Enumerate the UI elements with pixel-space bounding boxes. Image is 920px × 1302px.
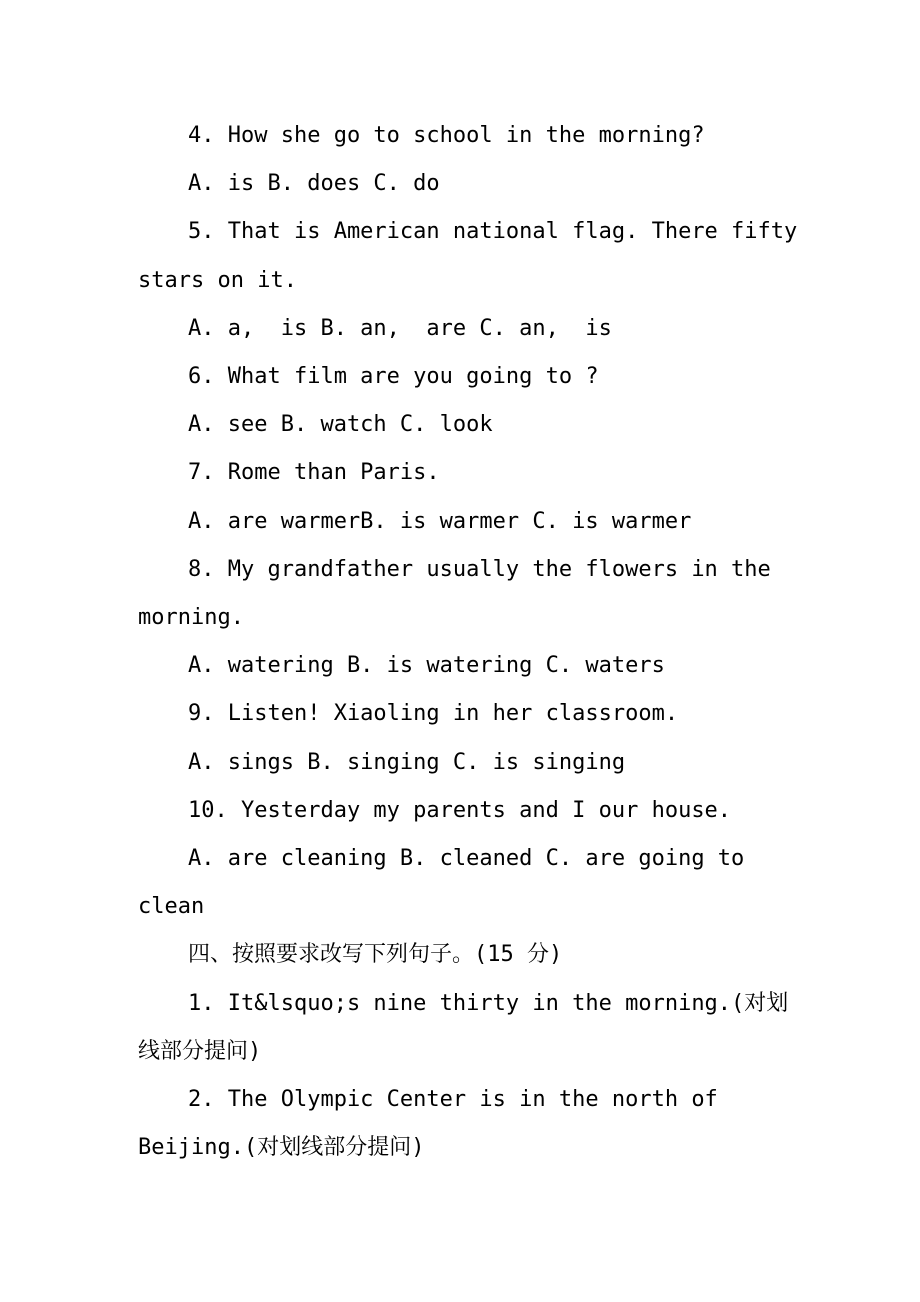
question-10: 10. Yesterday my parents and I our house. [188, 798, 732, 823]
question-6: 6. What film are you going to ? [188, 364, 599, 389]
question-8-continued: morning. [138, 605, 244, 630]
question-5: 5. That is American national flag. There fifty [188, 219, 798, 244]
rewrite-1-continued: 线部分提问) [138, 1039, 262, 1064]
question-5-continued: stars on it. [138, 268, 297, 293]
question-4: 4. How she go to school in the morning? [188, 123, 705, 148]
rewrite-1: 1. It&lsquo;s nine thirty in the morning.(对划 [188, 991, 789, 1016]
question-7: 7. Rome than Paris. [188, 460, 440, 485]
question-10-options-continued: clean [138, 894, 205, 919]
question-7-options: A. are warmerB. is warmer C. is warmer [188, 509, 692, 534]
section-heading: 四、按照要求改写下列句子。(15 分) [188, 942, 563, 967]
question-10-options: A. are cleaning B. cleaned C. are going to [188, 846, 745, 871]
question-6-options: A. see B. watch C. look [188, 412, 493, 437]
question-8-options: A. watering B. is watering C. waters [188, 653, 665, 678]
rewrite-2-continued: Beijing.(对划线部分提问) [138, 1135, 425, 1160]
question-4-options: A. is B. does C. do [188, 171, 440, 196]
question-8: 8. My grandfather usually the flowers in the [188, 557, 771, 582]
question-9-options: A. sings B. singing C. is singing [188, 750, 626, 775]
rewrite-2: 2. The Olympic Center is in the north of [188, 1087, 718, 1112]
question-9: 9. Listen! Xiaoling in her classroom. [188, 701, 679, 726]
question-5-options: A. a, is B. an, are C. an, is [188, 316, 612, 341]
